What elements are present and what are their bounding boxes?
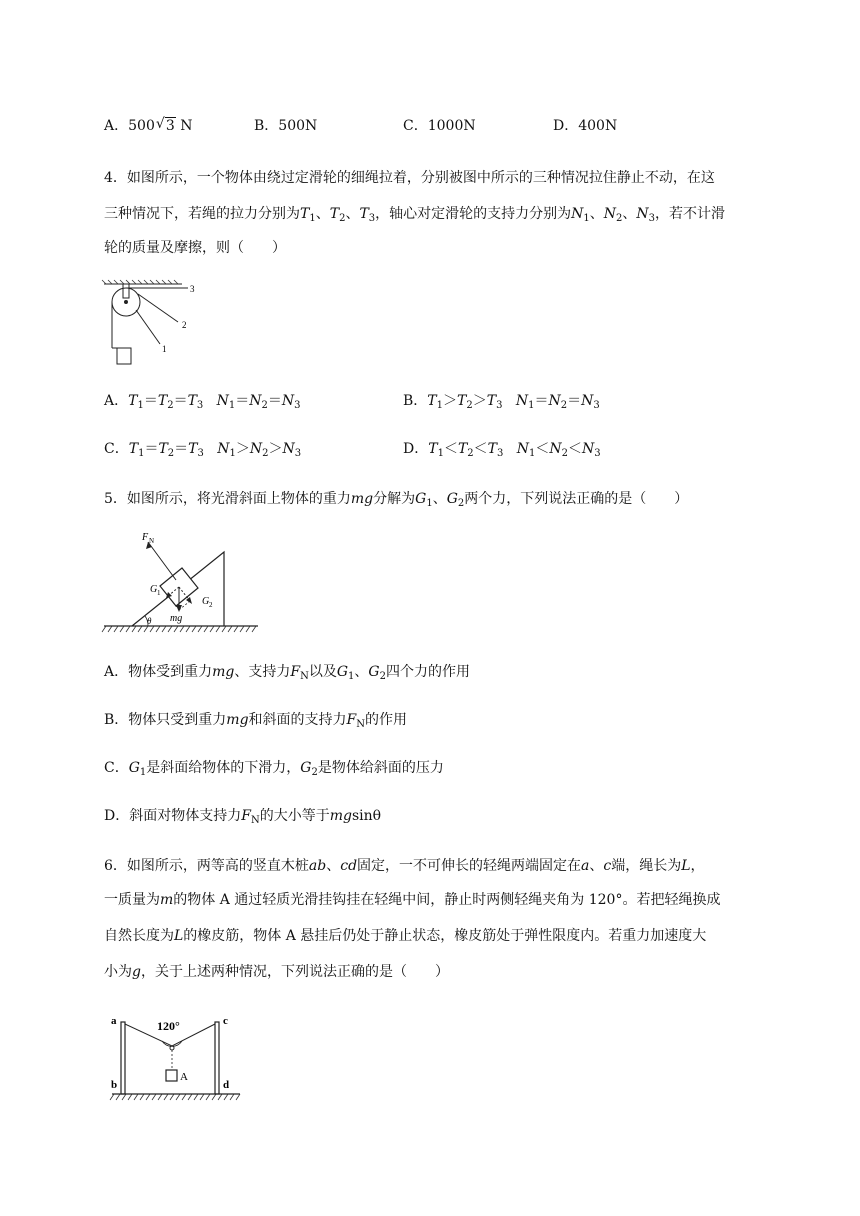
label-g1-sub: 1 — [157, 589, 161, 597]
label-b: b — [111, 1079, 118, 1091]
label-g2-sub: 2 — [209, 601, 213, 609]
q3-option-b: B．500N — [254, 118, 318, 134]
q3-option-a: A．500 √ 3 N — [104, 116, 193, 134]
q5-option-c: C．$G_1$是斜面给物体的下滑力，$G_2$是物体给斜面的压力 — [104, 760, 444, 778]
incline-figure — [102, 530, 262, 634]
q4-option-b: B．$T_1>T_2>T_3$ $N_1=N_2=N_3$ — [403, 393, 600, 411]
label-g1: G — [150, 584, 158, 595]
label-g2: G — [202, 596, 210, 607]
q5-stem: 5．如图所示，将光滑斜面上物体的重力mg分解为$G_1$、$G_2$两个力，下列说法正确的是（ ） — [104, 491, 689, 509]
q4-stem-line3: 轮的质量及摩擦，则（ ） — [104, 240, 286, 256]
label-theta: θ — [147, 616, 152, 626]
q5-option-d: D．斜面对物体支持力$F_N$的大小等于mgsinθ — [104, 808, 382, 826]
q4-stem-line2: 三种情况下，若绳的拉力分别为$T_1$、$T_2$、$T_3$，轴心对定滑轮的支持力分别为$N_1$、$N_2$、$N_3$，若不计滑 — [104, 206, 726, 224]
q4-option-d: D．$T_1<T_2<T_3$ $N_1<N_2<N_3$ — [403, 441, 601, 459]
label-2: 2 — [182, 320, 187, 330]
q4-stem-line1: 4．如图所示，一个物体由绕过定滑轮的细绳拉着，分别被图中所示的三种情况拉住静止不动，在这 — [104, 170, 715, 186]
label-fn-sub: N — [149, 537, 155, 545]
q5-option-b: B．物体只受到重力mg和斜面的支持力$F_N$的作用 — [104, 712, 408, 730]
label-A: A — [180, 1071, 188, 1083]
q4-option-a: A．$T_1=T_2=T_3$ $N_1=N_2=N_3$ — [104, 393, 301, 411]
q6-stem-line1: 6．如图所示，两等高的竖直木桩ab、cd固定，一不可伸长的轻绳两端固定在a、c端，绳长为L， — [104, 858, 705, 874]
q5-option-a: A．物体受到重力mg、支持力$F_N$以及$G_1$、$G_2$四个力的作用 — [104, 664, 470, 682]
label-angle: 120° — [157, 1019, 180, 1033]
pulley-figure — [100, 280, 210, 370]
label-fn: F — [142, 532, 149, 543]
q3-option-c: C．1000N — [403, 118, 476, 134]
label-a: a — [111, 1015, 117, 1027]
label-mg: mg — [170, 613, 183, 624]
label-3: 3 — [190, 284, 195, 294]
q6-stem-line4: 小为g，关于上述两种情况，下列说法正确的是（ ） — [104, 964, 449, 980]
label-1: 1 — [162, 344, 167, 354]
stakes-figure — [108, 1012, 244, 1106]
label-c: c — [223, 1015, 228, 1027]
q6-stem-line2: 一质量为m的物体 A 通过轻质光滑挂钩挂在轻绳中间，静止时两侧轻绳夹角为 120°。若把轻绳换成 — [104, 892, 721, 908]
q3-option-d: D．400N — [553, 118, 618, 134]
sqrt-symbol: √ 3 — [155, 116, 175, 134]
q6-stem-line3: 自然长度为L的橡皮筋，物体 A 悬挂后仍处于静止状态，橡皮筋处于弹性限度内。若重力加速度大 — [104, 928, 707, 944]
q4-option-c: C．$T_1=T_2=T_3$ $N_1>N_2>N_3$ — [104, 441, 302, 459]
label-d: d — [223, 1079, 230, 1091]
